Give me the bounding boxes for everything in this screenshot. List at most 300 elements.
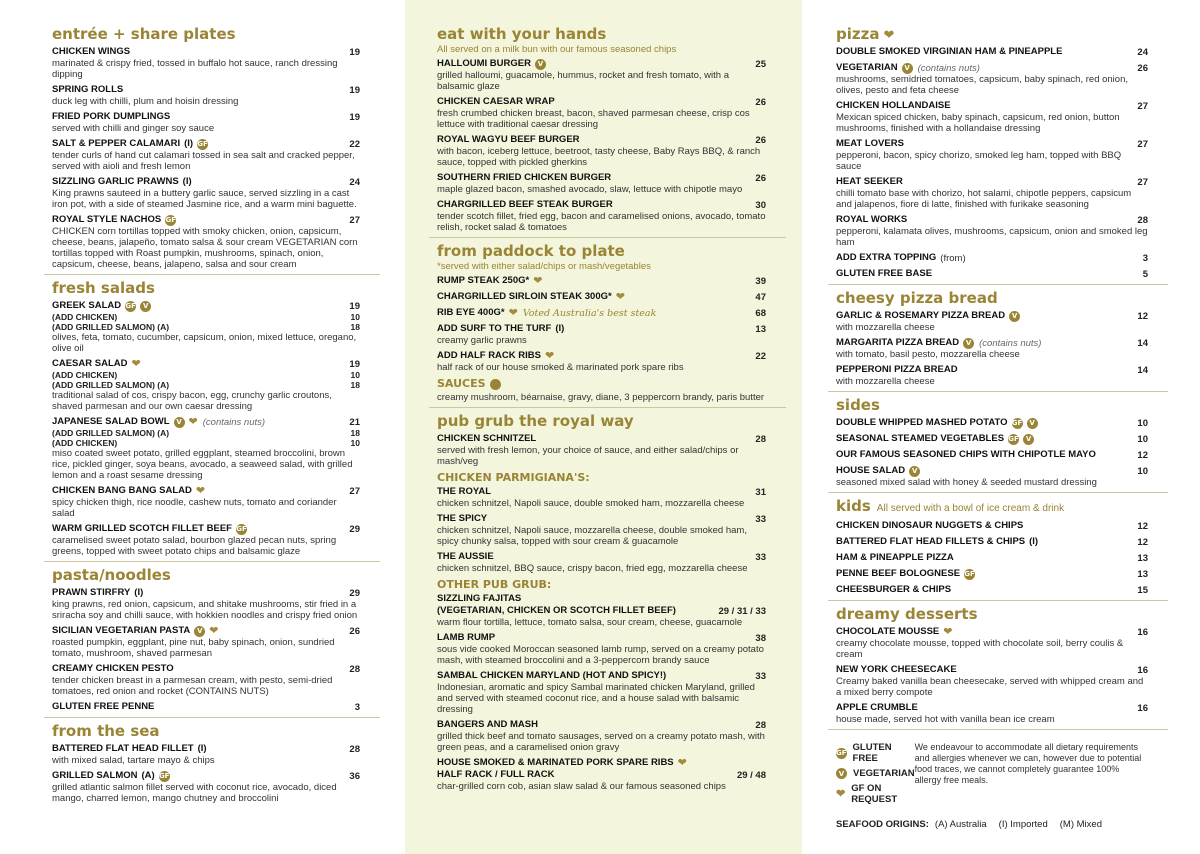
addon-row — [52, 370, 360, 380]
item-header — [836, 138, 1148, 150]
item-header — [437, 134, 766, 146]
item-price: 26 — [349, 625, 360, 637]
item-price: 27 — [1137, 138, 1148, 150]
menu-item — [836, 417, 1148, 429]
item-price: 26 — [755, 172, 766, 184]
sauces-label: SAUCES — [437, 377, 486, 390]
menu-item — [437, 172, 766, 195]
item-name: CHICKEN DINOSAUR NUGGETS & CHIPS — [836, 520, 1024, 531]
menu-column-3 — [836, 0, 1148, 854]
item-header — [836, 417, 1148, 429]
item-header — [437, 58, 766, 70]
menu-item — [836, 536, 1148, 548]
section-title-text: dreamy desserts — [836, 605, 978, 623]
gluten-free-icon: GF — [1008, 435, 1019, 443]
addon-price: 10 — [350, 370, 360, 380]
addon-price: 10 — [350, 438, 360, 448]
item-description: traditional salad of cos, crispy bacon, egg, crunchy garlic croutons, shaved parmesan and our own caesar dressing — [52, 390, 332, 412]
item-header — [437, 291, 766, 303]
item-price: 28 — [755, 719, 766, 731]
item-name: GARLIC & ROSEMARY PIZZA BREAD — [836, 310, 1006, 321]
addon-label: (ADD CHICKEN) — [52, 438, 118, 448]
menu-item — [836, 584, 1148, 596]
item-name: CHOCOLATE MOUSSE — [836, 626, 940, 637]
item-header — [437, 486, 766, 498]
section-subtitle: All served with a bowl of ice cream & drink — [876, 503, 1065, 514]
item-price: 12 — [1137, 536, 1148, 548]
item-name: CHARGRILLED SIRLOIN STEAK 300G* — [437, 291, 612, 302]
item-origin: (I) — [1029, 536, 1039, 547]
item-price: 3 — [1142, 252, 1148, 264]
item-price: 12 — [1137, 449, 1148, 461]
section-divider — [44, 717, 380, 718]
item-header — [437, 433, 766, 445]
item-header — [52, 84, 360, 96]
sauces-description: creamy mushroom, béarnaise, gravy, diane, 3 peppercorn brandy, paris butter — [437, 392, 765, 403]
menu-column-1 — [52, 0, 360, 854]
legend-keys — [836, 742, 915, 809]
heart-icon: ❤ — [943, 626, 953, 638]
item-price: 29 — [349, 523, 360, 535]
item-name: GREEK SALAD — [52, 300, 122, 311]
section-divider — [429, 237, 786, 238]
item-description: maple glazed bacon, smashed avocado, slaw, lettuce with chipotle mayo — [437, 184, 743, 195]
item-price: 28 — [1137, 214, 1148, 226]
section-divider — [828, 600, 1168, 601]
item-header — [437, 513, 766, 525]
item-origin: (I) — [134, 587, 144, 598]
menu-item — [836, 310, 1148, 333]
item-header — [437, 96, 766, 108]
item-header — [52, 625, 360, 637]
item-name: JAPANESE SALAD BOWL — [52, 416, 170, 427]
section-title — [836, 290, 1148, 307]
item-price: 39 — [755, 275, 766, 287]
item-description: miso coated sweet potato, grilled eggplant, steamed broccolini, brown rice, pickled ginger, soya beans, avocado, a seaweed salad, with grilled lemon and a roast sesame dressing — [52, 448, 353, 481]
item-name: RUMP STEAK 250G* — [437, 275, 530, 286]
item-description: tender chicken breast in a parmesan cream, with pesto, semi-dried tomatoes, red onion and rocket (CONTAINS NUTS) — [52, 675, 333, 697]
section-title-text: from paddock to plate — [437, 242, 625, 260]
section-title — [437, 243, 766, 260]
menu-item — [52, 485, 360, 519]
addon-price: 18 — [350, 428, 360, 438]
item-price: 22 — [349, 138, 360, 150]
item-price: 29 — [349, 587, 360, 599]
legend-key — [836, 768, 915, 779]
item-name: OUR FAMOUS SEASONED CHIPS WITH CHIPOTLE MAYO — [836, 449, 1096, 460]
addon-label: (ADD GRILLED SALMON) (A) — [52, 380, 170, 390]
menu-item — [437, 96, 766, 130]
item-price: 13 — [1137, 568, 1148, 580]
item-price: 33 — [755, 551, 766, 563]
item-name: ROYAL WORKS — [836, 214, 908, 225]
item-price: 28 — [755, 433, 766, 445]
item-description: caramelised sweet potato salad, bourbon glazed pecan nuts, spring greens, topped with sweet potato chips and balsamic glaze — [52, 535, 337, 557]
item-header-line2 — [437, 769, 766, 781]
menu-item — [52, 111, 360, 134]
menu-item — [52, 770, 360, 804]
item-price: 28 — [349, 743, 360, 755]
item-price: 27 — [1137, 176, 1148, 188]
item-qualifier: (from) — [940, 252, 966, 264]
item-description: pepperoni, bacon, spicy chorizo, smoked leg ham, topped with BBQ sauce — [836, 150, 1122, 172]
item-header — [437, 323, 766, 335]
item-name: CREAMY CHICKEN PESTO — [52, 663, 174, 674]
vegetarian-icon: V — [194, 626, 205, 637]
item-name: GRILLED SALMON — [52, 770, 138, 781]
item-name: BANGERS AND MASH — [437, 719, 538, 730]
item-price: 14 — [1137, 364, 1148, 376]
item-price: 29 / 31 / 33 — [718, 605, 766, 617]
item-description: Mexican spiced chicken, baby spinach, capsicum, red onion, button mushrooms, finished with a hollandaise dressing — [836, 112, 1120, 134]
menu-section — [52, 723, 360, 804]
section-title-text: pasta/noodles — [52, 566, 171, 584]
menu-item — [437, 433, 766, 467]
heart-icon: ❤ — [836, 788, 846, 800]
item-description: marinated & crispy fried, tossed in buffalo hot sauce, ranch dressing dipping — [52, 58, 338, 80]
item-header — [52, 663, 360, 675]
item-header — [52, 485, 360, 497]
item-description: king prawns, red onion, capsicum, and shitake mushrooms, stir fried in a sriracha soy and chilli sauce, with hokkien noodles and crispy fried onion — [52, 599, 358, 621]
item-name: HOUSE SMOKED & MARINATED PORK SPARE RIBS — [437, 757, 674, 768]
item-description: with mozzarella cheese — [836, 322, 935, 333]
item-header — [836, 252, 1148, 264]
menu-item — [52, 176, 360, 210]
item-header — [836, 664, 1148, 676]
item-description: grilled halloumi, guacamole, hummus, rocket and fresh tomato, with a balsamic glaze — [437, 70, 729, 92]
item-price: 24 — [349, 176, 360, 188]
menu-item — [437, 757, 766, 792]
item-name: CHEESBURGER & CHIPS — [836, 584, 952, 595]
item-name: WARM GRILLED SCOTCH FILLET BEEF — [52, 523, 232, 534]
item-name: THE ROYAL — [437, 486, 492, 497]
item-header — [836, 100, 1148, 112]
item-price: 26 — [755, 134, 766, 146]
item-name: HEAT SEEKER — [836, 176, 903, 187]
item-price: 10 — [1137, 417, 1148, 429]
item-description: with mixed salad, tartare mayo & chips — [52, 755, 215, 766]
item-price: 68 — [755, 307, 766, 319]
item-price: 21 — [349, 416, 360, 428]
item-name: CAESAR SALAD — [52, 358, 128, 369]
item-price: 10 — [1137, 465, 1148, 477]
item-header — [437, 719, 766, 731]
item-description: seasoned mixed salad with honey & seeded mustard dressing — [836, 477, 1097, 488]
item-description: with tomato, basil pesto, mozzarella cheese — [836, 349, 1020, 360]
origin-item: (I) Imported — [998, 819, 1048, 830]
item-description: Creamy baked vanilla bean cheesecake, served with whipped cream and a mixed berry compote — [836, 676, 1144, 698]
menu-item — [52, 416, 360, 481]
menu-item — [437, 593, 766, 628]
item-name: PEPPERONI PIZZA BREAD — [836, 364, 958, 375]
heart-icon: ❤ — [131, 358, 141, 370]
menu-item — [836, 138, 1148, 172]
gluten-free-icon: GF — [125, 302, 136, 310]
section-title — [52, 280, 360, 297]
item-name: HAM & PINEAPPLE PIZZA — [836, 552, 954, 563]
item-origin: (I) — [184, 138, 194, 149]
section-title — [52, 723, 360, 740]
menu-item — [437, 323, 766, 346]
item-origin: (I) — [197, 743, 207, 754]
item-header — [836, 552, 1148, 564]
item-name: CHICKEN WINGS — [52, 46, 131, 57]
item-header — [52, 138, 360, 150]
menu-item — [437, 134, 766, 168]
menu-item — [836, 433, 1148, 445]
item-header — [52, 111, 360, 123]
item-variant: (VEGETARIAN, CHICKEN OR SCOTCH FILLET BEEF) — [437, 605, 676, 616]
menu-item — [836, 626, 1148, 660]
item-price: 29 / 48 — [736, 769, 766, 781]
item-price: 33 — [755, 670, 766, 682]
menu-item — [836, 702, 1148, 725]
menu-item — [836, 465, 1148, 488]
item-name: ROYAL WAGYU BEEF BURGER — [437, 134, 580, 145]
item-header — [836, 568, 1148, 580]
item-description: CHICKEN corn tortillas topped with smoky chicken, onion, capsicum, cheese, beans, jalapeño, tomato salsa & sour cream VEGETARIAN corn tortillas topped with Roast pumpkin, mushrooms, spinach, onion, capsicum, cheese, beans, jalapeno, salsa and sour cream — [52, 226, 358, 270]
item-price: 24 — [1137, 46, 1148, 58]
menu-item — [52, 587, 360, 621]
item-name: BATTERED FLAT HEAD FILLET — [52, 743, 194, 754]
item-name: ADD HALF RACK RIBS — [437, 350, 541, 361]
item-name: LAMB RUMP — [437, 632, 496, 643]
addon-row — [52, 312, 360, 322]
item-header — [836, 310, 1148, 322]
menu-item — [437, 275, 766, 287]
item-note: (contains nuts) — [202, 416, 266, 428]
item-price: 16 — [1137, 664, 1148, 676]
origin-item: (A) Australia — [934, 819, 987, 830]
item-description: half rack of our house smoked & marinated pork spare ribs — [437, 362, 684, 373]
item-description: warm flour tortilla, lettuce, tomato salsa, sour cream, cheese, guacamole — [437, 617, 743, 628]
menu-item — [52, 300, 360, 354]
gluten-free-icon: GF — [158, 772, 170, 780]
menu-item — [437, 513, 766, 547]
section-title — [52, 26, 360, 43]
item-description: chicken schnitzel, BBQ sauce, crispy bacon, fried egg, mozzarella cheese — [437, 563, 748, 574]
item-origin: (A) — [141, 770, 155, 781]
item-description: chicken schnitzel, Napoli sauce, mozzarella cheese, double smoked ham, spicy chunky salsa, topped with sour cream & guacamole — [437, 525, 747, 547]
item-header — [52, 46, 360, 58]
heart-icon: ❤ — [544, 350, 555, 362]
menu-item — [52, 84, 360, 107]
item-name: MARGARITA PIZZA BREAD — [836, 337, 960, 348]
vegetarian-icon: V — [140, 301, 151, 312]
item-description: with mozzarella cheese — [836, 376, 935, 387]
item-header — [437, 172, 766, 184]
item-header — [437, 593, 766, 605]
item-name: SAMBAL CHICKEN MARYLAND (HOT AND SPICY!) — [437, 670, 667, 681]
item-header — [836, 62, 1148, 74]
section-divider — [828, 391, 1168, 392]
menu-item — [437, 199, 766, 233]
item-header — [52, 214, 360, 226]
item-variant: HALF RACK / FULL RACK — [437, 769, 555, 780]
item-header — [52, 176, 360, 188]
item-name: FRIED PORK DUMPLINGS — [52, 111, 171, 122]
menu-section — [836, 498, 1148, 596]
menu-item — [836, 268, 1148, 280]
item-price: 14 — [1137, 337, 1148, 349]
item-description: Indonesian, aromatic and spicy Sambal marinated chicken Maryland, grilled and served with steamed coconut rice, and a house salad with balsamic dressing — [437, 682, 755, 715]
item-description: roasted pumpkin, eggplant, pine nut, baby spinach, onion, sundried tomato, mushroom, shaved parmesan — [52, 637, 335, 659]
item-price: 27 — [349, 485, 360, 497]
item-price: 47 — [755, 291, 766, 303]
item-name: DOUBLE SMOKED VIRGINIAN HAM & PINEAPPLE — [836, 46, 1063, 57]
section-subtitle: *served with either salad/chips or mash/vegetables — [437, 261, 651, 272]
section-title-text: eat with your hands — [437, 25, 607, 43]
item-description: chilli tomato base with chorizo, hot salami, chipotle peppers, capsicum and jalapenos, fiore di latte, finished with furikake seasoning — [836, 188, 1132, 210]
item-name: GLUTEN FREE PENNE — [52, 701, 155, 712]
item-name: PENNE BEEF BOLOGNESE — [836, 568, 961, 579]
section-title-text: cheesy pizza bread — [836, 289, 998, 307]
item-header — [836, 584, 1148, 596]
item-header — [52, 416, 360, 428]
item-header-line2 — [437, 605, 766, 617]
item-price: 22 — [755, 350, 766, 362]
item-header — [836, 626, 1148, 638]
menu-column-2 — [405, 0, 802, 854]
item-name: CHARGRILLED BEEF STEAK BURGER — [437, 199, 613, 210]
item-header — [836, 268, 1148, 280]
item-description: with bacon, iceberg lettuce, beetroot, tasty cheese, Baby Rays BBQ, & ranch sauce, topped with pickled gherkins — [437, 146, 761, 168]
item-header — [836, 520, 1148, 532]
dietary-legend — [836, 742, 1148, 809]
menu-section — [836, 290, 1148, 387]
item-name: RIB EYE 400G* — [437, 307, 505, 318]
item-description: pepperoni, kalamata olives, mushrooms, capsicum, onion and smoked leg ham — [836, 226, 1148, 248]
section-title — [836, 26, 1148, 43]
menu-item — [52, 701, 360, 713]
item-price: 5 — [1142, 268, 1148, 280]
item-header — [52, 300, 360, 312]
heart-icon: ❤ — [209, 625, 219, 637]
sauces-heading — [437, 377, 766, 390]
item-name: ROYAL STYLE NACHOS — [52, 214, 162, 225]
item-header — [836, 536, 1148, 548]
legend-key — [836, 742, 915, 764]
item-description: grilled thick beef and tomato sausages, served on a creamy potato mash, with green peas, and a caramelised onion gravy — [437, 731, 765, 753]
item-name: VEGETARIAN — [836, 62, 898, 73]
item-name: CHICKEN BANG BANG SALAD — [52, 485, 192, 496]
item-price: 26 — [755, 96, 766, 108]
item-header — [836, 433, 1148, 445]
menu-item — [437, 670, 766, 715]
menu-item — [437, 632, 766, 666]
item-price: 19 — [349, 358, 360, 370]
heart-icon: ❤ — [188, 416, 198, 428]
item-name: GLUTEN FREE BASE — [836, 268, 933, 279]
addon-price: 10 — [350, 312, 360, 322]
item-price: 28 — [349, 663, 360, 675]
origins-label: SEAFOOD ORIGINS: — [836, 819, 929, 830]
item-price: 16 — [1137, 702, 1148, 714]
addon-label: (ADD CHICKEN) — [52, 312, 118, 322]
item-price: 31 — [755, 486, 766, 498]
item-description: served with chilli and ginger soy sauce — [52, 123, 215, 134]
item-description: duck leg with chilli, plum and hoisin dressing — [52, 96, 239, 107]
item-description: tender scotch fillet, fried egg, bacon and caramelised onions, avocado, tomato relish, rocket salad & tomatoes — [437, 211, 766, 233]
item-price: 13 — [1137, 552, 1148, 564]
item-price: 19 — [349, 300, 360, 312]
vegetarian-icon: V — [836, 768, 847, 779]
section-title-text: fresh salads — [52, 279, 155, 297]
item-header — [437, 757, 766, 769]
vegetarian-icon: V — [963, 338, 974, 349]
item-header — [836, 46, 1148, 58]
menu-item — [836, 46, 1148, 58]
gluten-free-icon — [490, 379, 501, 390]
addon-price: 18 — [350, 380, 360, 390]
item-header — [836, 176, 1148, 188]
section-title — [836, 397, 1148, 414]
item-name: PRAWN STIRFRY — [52, 587, 131, 598]
item-name: CHICKEN SCHNITZEL — [437, 433, 537, 444]
item-price: 26 — [1137, 62, 1148, 74]
item-header — [437, 670, 766, 682]
item-origin: (I) — [182, 176, 192, 187]
item-header — [836, 337, 1148, 349]
item-description: served with fresh lemon, your choice of sauce, and either salad/chips or mash/veg — [437, 445, 739, 467]
section-title-text: kids — [836, 497, 871, 515]
item-name: HOUSE SALAD — [836, 465, 906, 476]
item-price: 19 — [349, 111, 360, 123]
item-name: MEAT LOVERS — [836, 138, 904, 149]
menu-item — [836, 449, 1148, 461]
vegetarian-icon: V — [1027, 418, 1038, 429]
item-price: 12 — [1137, 520, 1148, 532]
item-name: HALLOUMI BURGER — [437, 58, 531, 69]
gluten-free-icon: GF — [964, 570, 975, 578]
origin-item: (M) Mixed — [1059, 819, 1102, 830]
legend-label: GF ON REQUEST — [851, 783, 898, 805]
vegetarian-icon: V — [1023, 434, 1034, 445]
section-title — [52, 567, 360, 584]
item-header — [836, 449, 1148, 461]
item-description: creamy chocolate mousse, topped with chocolate soil, berry coulis & cream — [836, 638, 1124, 660]
gluten-free-icon: GF — [197, 140, 208, 148]
item-price: 27 — [349, 214, 360, 226]
menu-item — [52, 523, 360, 557]
item-header — [836, 702, 1148, 714]
item-description: spicy chicken thigh, rice noodle, cashew nuts, tomato and coriander salad — [52, 497, 337, 519]
vegetarian-icon: V — [174, 417, 185, 428]
item-description: fresh crumbed chicken breast, bacon, shaved parmesan cheese, crisp cos lettuce with traditional caesar dressing — [437, 108, 750, 130]
gluten-free-icon: GF — [236, 525, 247, 533]
gluten-free-icon: GF — [165, 216, 177, 224]
menu-item — [52, 46, 360, 80]
item-name: SEASONAL STEAMED VEGETABLES — [836, 433, 1005, 444]
addon-label: (ADD GRILLED SALMON) (A) — [52, 428, 170, 438]
section-divider — [828, 729, 1168, 730]
section-title-text: pub grub the royal way — [437, 412, 634, 430]
menu-section — [437, 26, 766, 233]
item-name: ADD EXTRA TOPPING — [836, 252, 937, 263]
item-price: 19 — [349, 84, 360, 96]
menu-item — [836, 568, 1148, 580]
item-name: NEW YORK CHEESECAKE — [836, 664, 957, 675]
section-divider — [44, 274, 380, 275]
addon-row — [52, 428, 360, 438]
item-name: SPRING ROLLS — [52, 84, 124, 95]
item-price: 16 — [1137, 626, 1148, 638]
item-origin: (I) — [555, 323, 565, 334]
legend-label: VEGETARIAN — [853, 768, 915, 779]
item-header — [437, 551, 766, 563]
heart-icon: ❤ — [508, 307, 518, 319]
addon-row — [52, 438, 360, 448]
